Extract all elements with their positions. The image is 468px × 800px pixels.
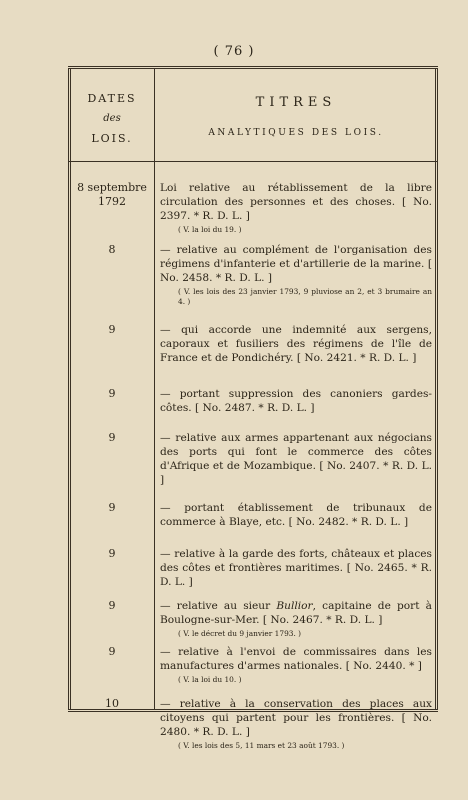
entry-reference: ( V. le décret du 9 janvier 1793. ): [178, 629, 302, 638]
entry-date: 9: [108, 599, 116, 612]
page-number: ( 76 ): [213, 44, 255, 59]
entry-text: — relative aux armes appartenant aux négocians des ports qui font le commerce des côtes d'Afrique et de Mozambique. [ No. 2407. * R. D. L. ]: [160, 432, 432, 486]
entry-reference: ( V. les lois des 5, 11 mars et 23 août 1793. ): [178, 741, 345, 750]
entry-text-post: , capitaine de port à Boulogne-sur-Mer. [ No. 2467. * R. D. L. ]: [160, 600, 432, 626]
entry-date: 9: [108, 501, 116, 514]
entry-title: [160, 599, 432, 639]
entry-text: — relative à l'envoi de commissaires dans les manufactures d'armes nationales. [ No. 2440. * ]: [160, 646, 432, 672]
entry-text: — portant établissement de tribunaux de commerce à Blaye, etc. [ No. 2482. * R. D. L. ]: [160, 502, 432, 528]
dates-column-header: [72, 89, 152, 149]
entry-title: [160, 243, 432, 307]
entry-date: 10: [105, 697, 119, 710]
entry-text-name: Bullior: [276, 600, 313, 612]
entry-date: 9: [108, 645, 116, 658]
entry-title: [160, 431, 432, 487]
entry-date: 9: [108, 323, 116, 336]
dates-header-line2: des: [103, 113, 121, 124]
entry-date: 8 septembre 1792: [77, 181, 147, 208]
entry-title: [160, 547, 432, 589]
entry-reference: ( V. les lois des 23 janvier 1793, 9 pluviose an 2, et 3 brumaire an 4. ): [178, 287, 432, 306]
column-divider: [154, 69, 155, 709]
entry-date: 8: [108, 243, 116, 256]
entry-title: [160, 323, 432, 365]
header-rule: [68, 161, 438, 162]
left-double-rule: [68, 69, 71, 709]
right-double-rule: [435, 69, 438, 709]
titles-subheader: ANALYTIQUES DES LOIS.: [208, 128, 384, 138]
entry-title: [160, 501, 432, 529]
entry-text-pre: — relative au sieur: [160, 600, 277, 612]
entry-title: [160, 645, 432, 685]
entry-reference: ( V. la loi du 19. ): [178, 225, 242, 234]
laws-table: [68, 66, 438, 750]
entry-title: [160, 387, 432, 415]
entry-text: — portant suppression des canoniers gardes-côtes. [ No. 2487. * R. D. L. ]: [160, 388, 432, 414]
entry-date: 9: [108, 387, 116, 400]
entry-reference: ( V. la loi du 10. ): [178, 675, 242, 684]
entry-date: 9: [108, 547, 116, 560]
titles-column-header: [158, 95, 434, 138]
dates-header-line1: DATES: [87, 92, 137, 105]
dates-header-line3: LOIS.: [91, 132, 133, 145]
entry-title: [160, 181, 432, 235]
entry-text: — relative au complément de l'organisation des régimens d'infanterie et d'artillerie de la marine. [ No. 2458. * R. D. L. ]: [160, 244, 432, 284]
entry-text: — relative à la conservation des places aux citoyens qui partent pour les frontières. [ No. 2480. * R. D. L. ]: [160, 698, 432, 738]
entry-title: [160, 697, 432, 751]
entry-text: Loi relative au rétablissement de la libre circulation des personnes et des choses. [ No. 2397. * R. D. L. ]: [160, 182, 432, 222]
titles-header: TITRES: [255, 95, 337, 110]
entry-date: 9: [108, 431, 116, 444]
entry-text: — qui accorde une indemnité aux sergens, caporaux et fusiliers des régimens de l'île de France et de Pondichéry. [ No. 2421. * R. D. L. ]: [160, 324, 432, 364]
entry-text: — relative à la garde des forts, châteaux et places des côtes et frontières maritimes. [ No. 2465. * R. D. L. ]: [160, 548, 432, 588]
